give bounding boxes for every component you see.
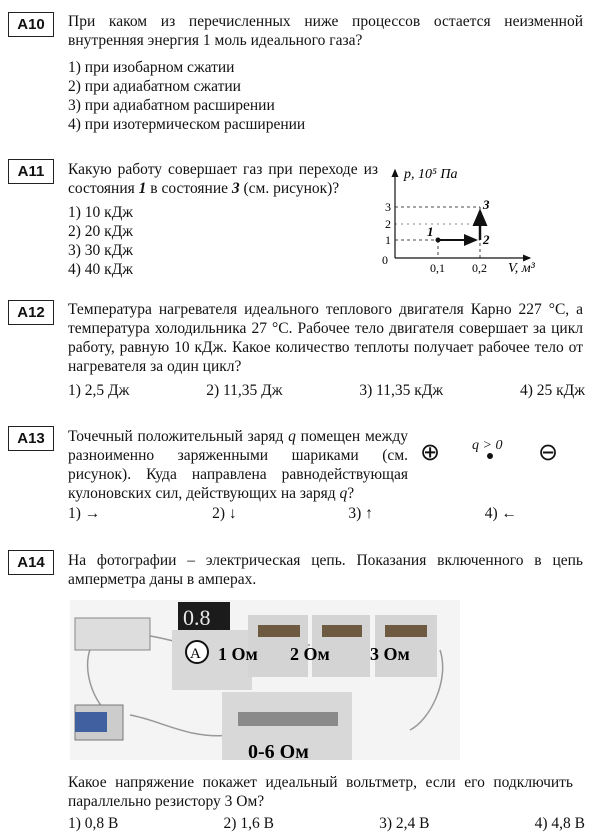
- point-label-3: 3: [483, 197, 490, 212]
- x-tick: 0,1: [430, 261, 445, 275]
- text-part: Точечный положительный заряд: [68, 428, 289, 445]
- text-part: (см. рисунок)?: [239, 180, 340, 197]
- origin-label: 0: [382, 253, 388, 267]
- question-text: [68, 160, 378, 198]
- option-3[interactable]: 3) 11,35 кДж: [359, 382, 444, 399]
- option-4[interactable]: 4) 4,8 В: [534, 815, 585, 832]
- y-tick: 1: [385, 233, 391, 247]
- state-3: 3: [231, 180, 240, 197]
- question-text: Какое напряжение покажет идеальный вольтметр, если его подключить параллельно резистору 3 Ом?: [68, 774, 573, 810]
- x-axis-label: V, м³: [508, 261, 535, 276]
- options-row: [68, 815, 585, 833]
- option-2[interactable]: 2) при адиабатном сжатии: [68, 78, 241, 95]
- charge-dot: [487, 453, 493, 459]
- question-number: А12: [8, 300, 54, 325]
- circuit-drawing: [70, 600, 460, 760]
- rheostat-label: 0-6 Ом: [248, 741, 309, 760]
- option-3[interactable]: 3) 30 кДж: [68, 242, 133, 259]
- option-2[interactable]: 2) 11,35 Дж: [206, 382, 283, 399]
- question-number: А11: [8, 159, 54, 184]
- question-text: На фотографии – электрическая цепь. Показания включенного в цепь амперметра даны в амперах.: [68, 552, 583, 588]
- option-3[interactable]: 3) при адиабатном расширении: [68, 97, 275, 114]
- option-1[interactable]: 1) →: [68, 505, 101, 522]
- resistor-1-label: 1 Ом: [218, 644, 258, 664]
- charge-figure: [420, 438, 580, 468]
- point-1: [436, 238, 441, 243]
- charge-label: q > 0: [472, 438, 503, 453]
- option-4[interactable]: 4) 25 кДж: [519, 382, 585, 399]
- state-1: 1: [138, 180, 147, 197]
- ammeter-display: 0.8: [183, 605, 211, 630]
- option-3[interactable]: 3) ↑: [348, 505, 373, 522]
- options-row: [68, 505, 517, 523]
- y-axis-label: p, 10⁵ Па: [404, 167, 458, 182]
- resistor-2-label: 2 Ом: [290, 644, 330, 664]
- ammeter-label: A: [190, 646, 201, 662]
- option-3[interactable]: 3) 2,4 В: [379, 815, 430, 832]
- options-row: [68, 382, 585, 400]
- option-4[interactable]: 4) при изотермическом расширении: [68, 116, 306, 133]
- point-label-1: 1: [427, 224, 434, 239]
- option-4[interactable]: 4) 40 кДж: [68, 261, 133, 278]
- question-text: [68, 427, 408, 503]
- circuit-photo: [70, 600, 460, 760]
- text-part: ?: [347, 485, 355, 502]
- option-2[interactable]: 2) ↓: [212, 505, 237, 522]
- text-part: помещен между разноименно заряженными шариками (см. рисунок). Куда направлена равнодействующая кулоновских сил, действующих на заряд: [68, 428, 408, 502]
- pv-graph: [380, 160, 580, 280]
- text-part: Какую работу совершает газ при переходе из состояния: [68, 161, 378, 197]
- resistor-3-label: 3 Ом: [370, 644, 410, 664]
- charge-symbol: q: [288, 428, 296, 445]
- option-1[interactable]: 1) 10 кДж: [68, 204, 133, 221]
- question-text: При каком из перечисленных ниже процессов остается неизменной внутренняя энергия 1 моль идеального газа?: [68, 13, 583, 49]
- text-part: в состояние: [146, 180, 232, 197]
- question-number: А13: [8, 426, 54, 451]
- option-4[interactable]: 4) ←: [484, 505, 517, 522]
- y-tick: 2: [385, 217, 391, 231]
- option-2[interactable]: 2) 1,6 В: [223, 815, 274, 832]
- positive-ball-icon: ⊕: [420, 438, 441, 466]
- options-list: [68, 58, 305, 134]
- option-1[interactable]: 1) при изобарном сжатии: [68, 59, 235, 76]
- options-list: [68, 203, 133, 279]
- point-label-2: 2: [483, 232, 490, 247]
- question-number: А10: [8, 12, 54, 37]
- option-2[interactable]: 2) 20 кДж: [68, 223, 133, 240]
- y-tick: 3: [385, 200, 391, 214]
- option-1[interactable]: 1) 0,8 В: [68, 815, 119, 832]
- x-tick: 0,2: [472, 261, 487, 275]
- charge-symbol: q: [339, 485, 348, 502]
- question-number: А14: [8, 550, 54, 575]
- question-text: Температура нагревателя идеального теплового двигателя Карно 227 °С, а температура холодильника 27 °С. Рабочее тело двигателя совершает за цикл работу, равную 10 кДж. Какое количество теплоты получает рабочее тело от нагревателя за один цикл?: [68, 301, 583, 375]
- negative-ball-icon: ⊖: [538, 438, 559, 466]
- option-1[interactable]: 1) 2,5 Дж: [68, 382, 130, 399]
